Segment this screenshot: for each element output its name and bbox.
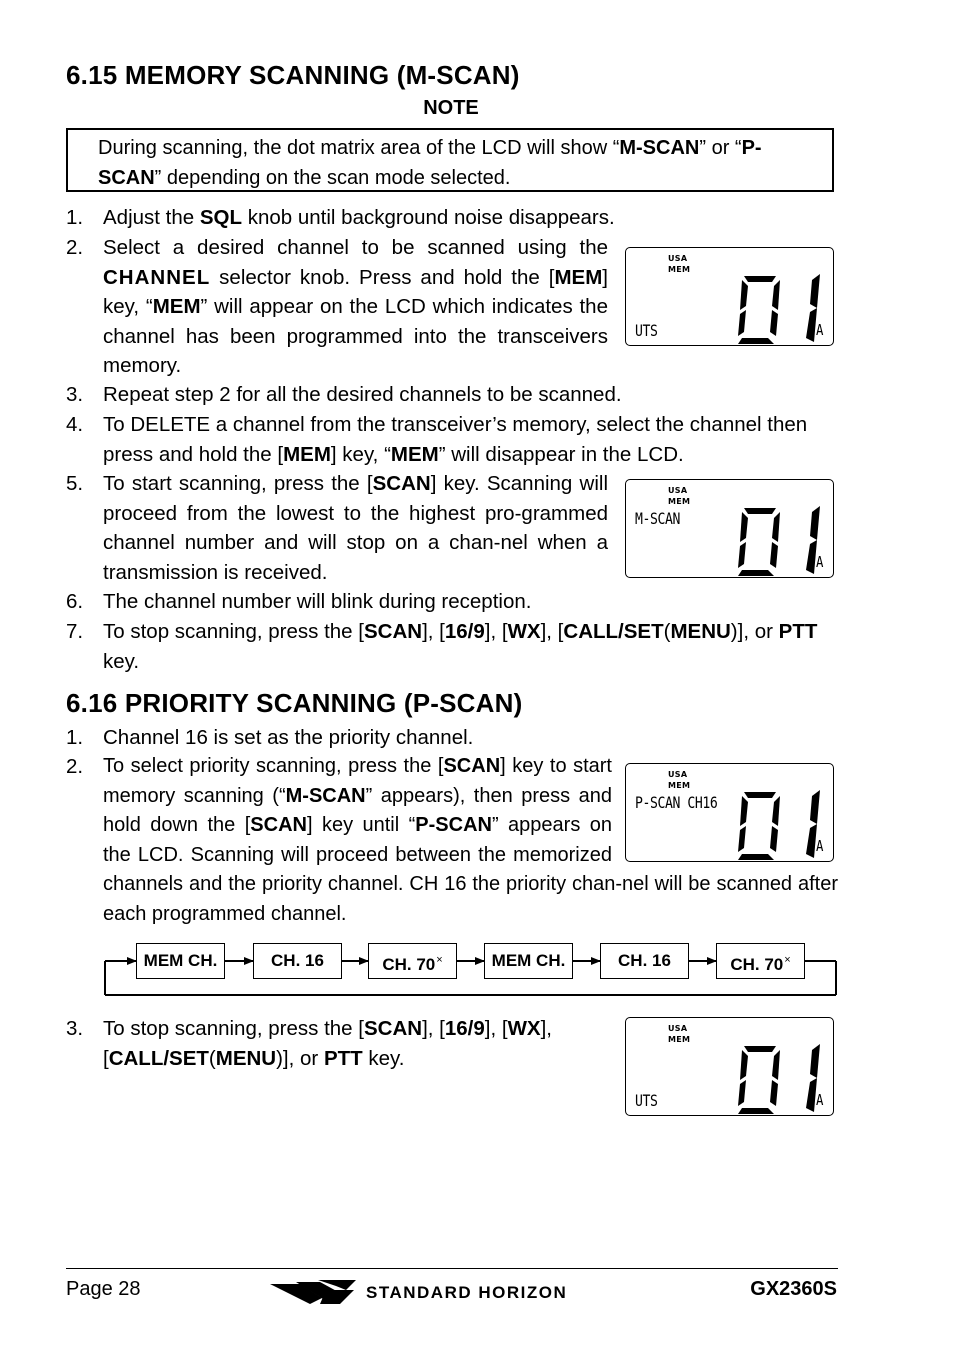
lcd-mem-indicator: MEM xyxy=(668,1035,691,1044)
item-text: To DELETE a channel from the transceiver’s memory, select the channel then press and hold the [MEM] key, “MEM” will disappear in the LCD. xyxy=(103,413,808,466)
flow-box: CH. 70× xyxy=(368,943,457,979)
note-label: NOTE xyxy=(423,97,479,119)
item-number: 6. xyxy=(66,590,84,613)
lcd-mem-indicator: MEM xyxy=(668,265,691,274)
lcd-display-3 xyxy=(625,763,834,862)
lcd-display-2 xyxy=(625,479,834,578)
lcd-usa-indicator: USA xyxy=(668,770,688,779)
item-number: 5. xyxy=(66,472,84,495)
standard-horizon-logo-icon xyxy=(270,1280,360,1306)
item-number: 7. xyxy=(66,620,84,643)
lcd-mem-indicator: MEM xyxy=(668,497,691,506)
brand-name: STANDARD HORIZON xyxy=(366,1283,568,1302)
item-text: The channel number will blink during reception. xyxy=(103,590,532,613)
note-pscan: P-SCAN xyxy=(98,137,762,189)
lcd-display-4 xyxy=(625,1017,834,1116)
lcd-suffix: A xyxy=(816,553,823,571)
flow-note-mark: × xyxy=(784,954,791,966)
item-text: To stop scanning, press the [SCAN], [16/9], [WX], [CALL/SET(MENU)], or PTT key. xyxy=(103,1017,552,1070)
item-number: 1. xyxy=(66,206,84,229)
item-text: Repeat step 2 for all the desired channels to be scanned. xyxy=(103,383,622,406)
lcd-display-1 xyxy=(625,247,834,346)
flow-box: CH. 16 xyxy=(253,943,342,979)
lcd-usa-indicator: USA xyxy=(668,1024,688,1033)
note-mscan: M-SCAN xyxy=(619,137,700,159)
item-text: Channel 16 is set as the priority channel. xyxy=(103,726,474,749)
lcd-dot-matrix-text: UTS xyxy=(635,321,658,340)
lcd-usa-indicator: USA xyxy=(668,486,688,495)
lcd-suffix: A xyxy=(816,1091,823,1109)
model-name: GX2360S xyxy=(750,1278,837,1300)
flow-box: CH. 70× xyxy=(716,943,805,979)
footer-divider xyxy=(66,1268,838,1269)
item-number: 3. xyxy=(66,1017,84,1040)
lcd-dot-matrix-text: P-SCAN CH16 xyxy=(635,793,718,812)
note-text: ” or “ xyxy=(699,137,742,159)
item-text: Adjust the SQL knob until background noise disappears. xyxy=(103,206,615,229)
section-6-15-heading: 6.15 MEMORY SCANNING (M-SCAN) xyxy=(66,60,520,90)
item-number: 2. xyxy=(66,755,84,778)
item-text: To start scanning, press the [SCAN] key. Scanning will proceed from the lowest to the highest pro-grammed channel number and will stop on a chan-nel when a transmission is received. xyxy=(103,472,609,584)
item-number: 4. xyxy=(66,413,84,436)
lcd-dot-matrix-text: M-SCAN xyxy=(635,509,680,528)
item-number: 3. xyxy=(66,383,84,406)
item-text: Select a desired channel to be scanned using the CHANNEL selector knob. Press and hold the [MEM] key, “MEM” will appear on the LCD which indicates the channel has been programmed into the transceivers memory. xyxy=(103,236,608,378)
flow-note-mark: × xyxy=(436,954,443,966)
lcd-suffix: A xyxy=(816,321,823,339)
item-text: To select priority scanning, press the [SCAN] key to start memory scanning (“M-SCAN” appears), then press and hold down the [SCAN] key until “P-SCAN” appears on the LCD. Scanning will proceed between the memorized channels and the priority channel. CH 16 the priority chan-nel will be scanned after each programmed channel. xyxy=(103,755,838,925)
flow-box: CH. 16 xyxy=(600,943,689,979)
lcd-dot-matrix-text: UTS xyxy=(635,1091,658,1110)
section-6-16-heading: 6.16 PRIORITY SCANNING (P-SCAN) xyxy=(66,688,523,718)
lcd-usa-indicator: USA xyxy=(668,254,688,263)
page-number: Page 28 xyxy=(66,1278,141,1300)
item-number: 1. xyxy=(66,726,84,749)
note-text: During scanning, the dot matrix area of the LCD will show “ xyxy=(98,137,620,159)
item-number: 2. xyxy=(66,236,84,259)
lcd-mem-indicator: MEM xyxy=(668,781,691,790)
note-text: ” depending on the scan mode selected. xyxy=(154,167,511,189)
item-text: To stop scanning, press the [SCAN], [16/9], [WX], [CALL/SET(MENU)], or PTT key. xyxy=(103,620,818,673)
flow-box: MEM CH. xyxy=(136,943,225,979)
flow-box: MEM CH. xyxy=(484,943,573,979)
lcd-suffix: A xyxy=(816,837,823,855)
